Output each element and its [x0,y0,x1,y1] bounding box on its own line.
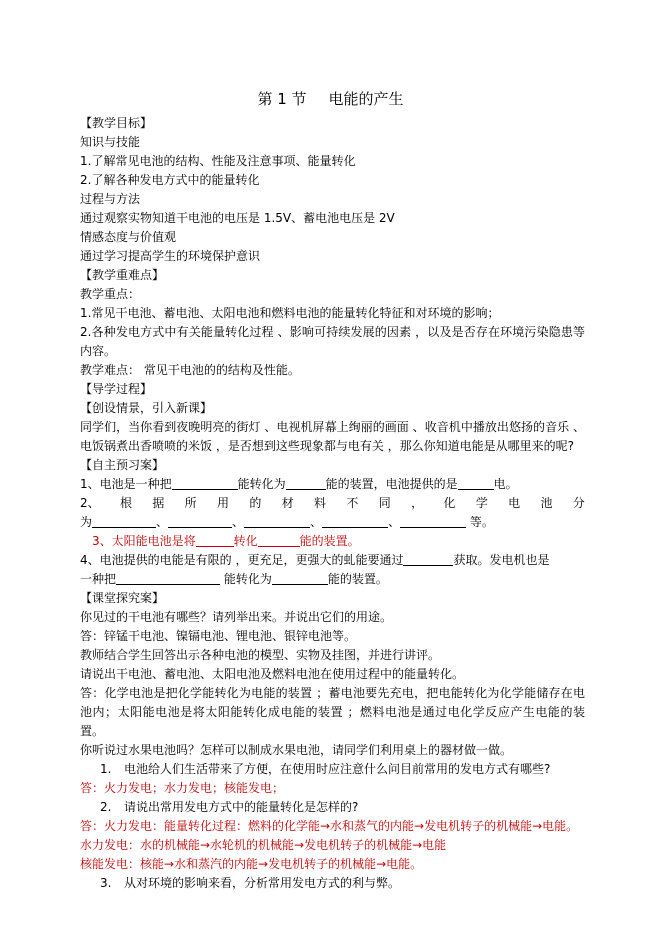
q4-text: 获取。发电机也是 [453,553,550,567]
question-text: 从对环境的影响来看，分析常用发电方式的利与弊。 [124,876,401,890]
q2-word: 2、 [80,496,100,510]
q2-sep: 、 [232,515,245,529]
blank [116,572,220,585]
section-number: 第 1 节 [257,90,307,108]
answer-line: 核能发电：核能→水和蒸汽的内能→发电机转子的机械能→电能。 [80,857,423,871]
question-3 [80,532,585,551]
q4-text: 4、电池提供的电能是有限的 ，更充足，更强大的虬能要通过 [80,553,404,567]
question-text: 请说出常用发电方式中的能量转化是怎样的? [124,800,359,814]
q4-text: 能转化为 [223,572,272,586]
q2-word: 电 [508,496,521,510]
q3-text: 能的装置。 [299,534,360,548]
q1-text: 能的装置，电池提供的是 [325,477,458,491]
blank [244,515,310,528]
text-line: 教师结合学生回答出示各种电池的模型、实物及挂图，并进行讲评。 [80,648,441,662]
text-paragraph: 2.各种发电方式中有关能量转化过程 、影响可持续发展的因素 ，以及是否存在环境污染隐患等内容。 [80,325,585,358]
answer-line: 答：火力发电：能量转化过程：燃料的化学能→水和蒸气的内能→发电机转子的机械能→电能。 [80,819,579,833]
blank [400,515,466,528]
blank [196,534,234,547]
blank [272,572,328,585]
text-line: 通过学习提高学生的环境保护意识 [80,249,261,263]
list-number: 3. [100,876,112,890]
question-1 [80,475,585,494]
q2-word: 料 [314,496,327,510]
q2-word: 材 [281,496,294,510]
section-name: 电能的产生 [328,90,404,108]
q2-sep: 、 [388,515,401,529]
q1-text: 电。 [493,477,518,491]
text-line: 你见过的干电池有哪些？请列举出来。并说出它们的用途。 [80,610,393,624]
question-text: 电池给人们生活带来了方便，在使用时应注意什么问目前常用的发电方式有哪些? [124,762,551,776]
q2-word: 不 [346,496,359,510]
numbered-question-3 [80,874,585,893]
heading-guide: 【导学过程】 [80,382,153,396]
q2-word: 同 [378,496,391,510]
blank [172,477,238,490]
answer-line: 水力发电：水的机械能→水轮机的机械能→发电机转子的机械能→电能 [80,838,447,852]
text-line: 2.了解各种发电方式中的能量转化 [80,173,260,187]
q2-word: 分 [572,496,585,510]
heading-scenario: 【创设情景，引入新课】 [80,401,213,415]
q4-text: 能的装置。 [327,572,388,586]
document-body [80,114,585,893]
heading-key-points: 【教学重难点】 [80,268,165,282]
question-4-line1 [80,551,585,570]
numbered-question-1 [80,760,585,779]
list-number: 1. [100,762,112,776]
q2-word: 学 [475,496,488,510]
text-paragraph: 答：化学电池是把化学能转化为电能的装置 ；蓄电池要先充电，把电能转化为化学能储存在电池内；太阳能电池是将太阳能转化成电能的装置 ；燃料电池是通过电化学反应产生电能的装置。 [80,686,585,738]
text-line: 教学重点： [80,287,141,301]
heading-preview: 【自主预习案】 [80,458,165,472]
blank [322,515,388,528]
q1-text: 能转化为 [237,477,286,491]
q3-text: 3、太阳能电池是将 [92,534,196,548]
text-line: 教学难点： 常见干电池的的结构及性能。 [80,363,300,377]
text-line: 1.常见干电池、蓄电池、太阳电池和燃料电池的能量转化特征和对环境的影响； [80,306,500,320]
q2-sep: 、 [156,515,169,529]
subheading-knowledge: 知识与技能 [80,135,141,149]
question-4-line2 [80,570,585,589]
page-title [0,88,661,109]
q2-word: 用 [217,496,230,510]
blank [458,477,494,490]
text-paragraph: 同学们，当你看到夜晚明亮的街灯 、电视机屏幕上绚丽的画面 、收音机中播放出悠扬的音乐 、电饭锅煮出香喷喷的米饭 ，是否想到这些现象都与电有关 ，那么你知道电能是从哪里来的呢? [80,420,585,453]
q2-word: 化 [443,496,456,510]
subheading-attitude: 情感态度与价值观 [80,230,177,244]
blank [92,515,156,528]
q1-text: 1、电池是一种把 [80,477,172,491]
q2-word: 根 [119,496,132,510]
q2-sep: 、 [310,515,323,529]
q2-text: 为 [80,515,93,529]
text-line: 答：锌锰干电池、镍镉电池、锂电池、银锌电池等。 [80,629,357,643]
heading-objectives: 【教学目标】 [80,116,153,130]
question-2-line1 [80,494,585,513]
subheading-process: 过程与方法 [80,192,141,206]
blank [168,515,232,528]
text-line: 请说出干电池、蓄电池、太阳电池及燃料电池在使用过程中的能量转化。 [80,667,465,681]
q4-text: 一种把 [80,572,117,586]
list-number: 2. [100,800,112,814]
text-line: 你听说过水果电池吗？怎样可以制成水果电池，请同学们利用桌上的器材做一做。 [80,743,513,757]
numbered-question-2 [80,798,585,817]
question-2-line2 [80,513,585,532]
q2-word: 池 [540,496,553,510]
heading-explore: 【课堂探究案】 [80,591,165,605]
blank [258,534,300,547]
q2-word: 的 [249,496,262,510]
q2-text: 等。 [469,515,494,529]
q2-word: 所 [184,496,197,510]
text-line: 通过观察实物知道干电池的电压是 1.5V、蓄电池电压是 2V [80,211,395,225]
q2-word: 据 [152,496,165,510]
answer-line: 答：火力发电；水力发电；核能发电； [80,781,285,795]
blank [403,553,453,566]
q2-word: ， [411,496,424,510]
q3-text: 转化 [233,534,258,548]
text-line: 1.了解常见电池的结构、性能及注意事项、能量转化 [80,154,356,168]
blank [286,477,326,490]
